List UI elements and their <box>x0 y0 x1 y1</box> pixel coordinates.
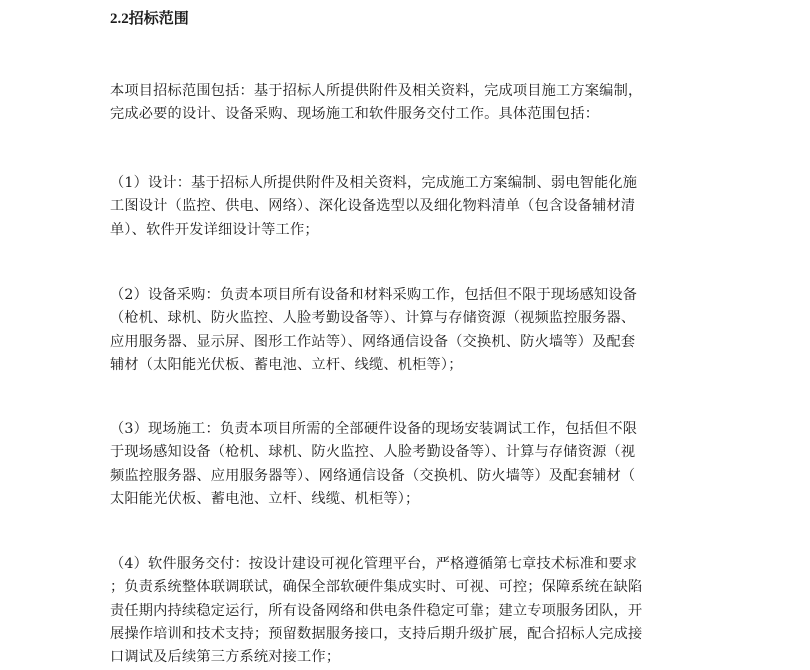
text-line: 责任期内持续稳定运行，所有设备网络和供电条件稳定可靠；建立专项服务团队，开 <box>110 602 643 619</box>
text-line: 展操作培训和技术支持；预留数据服务接口，支持后期升级扩展，配合招标人完成接 <box>110 625 643 642</box>
text-line: （2）设备采购：负责本项目所有设备和材料采购工作，包括但不限于现场感知设备 <box>110 287 638 303</box>
text-line: 完成必要的设计、设备采购、现场施工和软件服务交付工作。具体范围包括： <box>110 106 600 123</box>
text-line: ；负责系统整体联调联试，确保全部软硬件集成实时、可视、可控；保障系统在缺陷 <box>110 579 643 596</box>
text-line: （4）软件服务交付：按设计建设可视化管理平台，严格遵循第七章技术标准和要求 <box>110 556 638 572</box>
text-line: 工图设计（监控、供电、网络）、深化设备选型以及细化物料清单（包含设备辅材清 <box>110 198 636 215</box>
text-line: 太阳能光伏板、蓄电池、立杆、线缆、机柜等）； <box>110 490 420 507</box>
design-scope-paragraph <box>110 172 700 242</box>
text-line: 本项目招标范围包括：基于招标人所提供附件及相关资料，完成项目施工方案编制， <box>110 83 643 99</box>
text-line: （3）现场施工：负责本项目所需的全部硬件设备的现场安装调试工作，包括但不限 <box>110 421 638 437</box>
text-line: （1）设计：基于招标人所提供附件及相关资料，完成施工方案编制、弱电智能化施 <box>110 175 638 191</box>
text-line: 应用服务器、显示屏、图形工作站等）、网络通信设备（交换机、防火墙等）及配套 <box>110 333 636 350</box>
text-line: 单）、软件开发详细设计等工作； <box>110 221 319 238</box>
text-line: 于现场感知设备（枪机、球机、防火监控、人脸考勤设备等）、计算与存储资源（视 <box>110 444 636 461</box>
text-line: 频监控服务器、应用服务器等）、网络通信设备（交换机、防火墙等）及配套辅材（ <box>110 467 636 484</box>
procurement-scope-paragraph <box>110 284 700 377</box>
text-line: 口调试及后续第三方系统对接工作； <box>110 649 341 666</box>
software-delivery-scope-paragraph <box>110 553 700 669</box>
intro-paragraph <box>110 80 700 127</box>
text-line: 辅材（太阳能光伏板、蓄电池、立杆、线缆、机柜等）； <box>110 356 463 373</box>
section-heading: 2.2招标范围 <box>110 11 189 27</box>
construction-scope-paragraph <box>110 418 700 511</box>
text-line: （枪机、球机、防火监控、人脸考勤设备等）、计算与存储资源（视频监控服务器、 <box>110 310 636 327</box>
